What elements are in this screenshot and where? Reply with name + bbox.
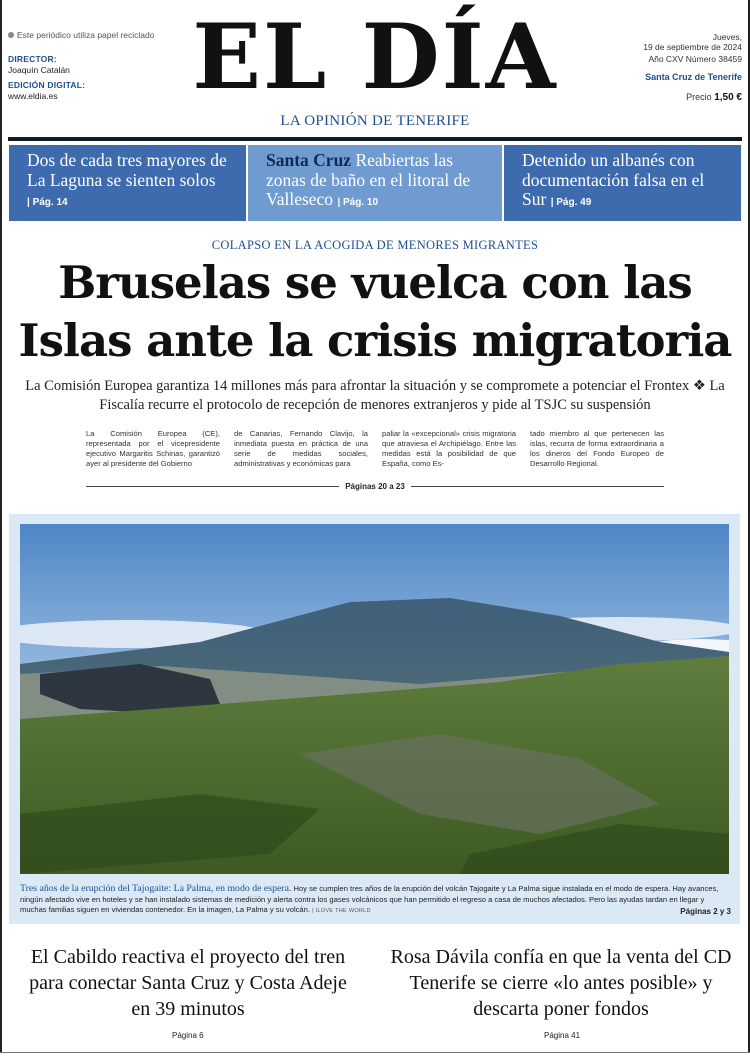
digital-label: EDICIÓN DIGITAL: xyxy=(8,80,86,90)
teaser-text: Detenido un albanés con documentación falsa en el Sur xyxy=(522,150,705,209)
recycle-note-text: Este periódico utiliza papel reciclado xyxy=(17,30,155,40)
bottom-rule xyxy=(0,1052,750,1059)
teaser-text: Reabiertas las zonas de baño en el litoral de Valleseco xyxy=(266,150,471,209)
divider-line xyxy=(411,486,664,487)
director-name: Joaquín Catalán xyxy=(8,64,70,75)
caption-title: Tres años de la erupción del Tajogaite: La Palma, en modo de espera. xyxy=(20,883,292,894)
issue-number: Año CXV Número 38459 xyxy=(648,54,742,64)
photo-block xyxy=(9,514,740,924)
teaser-page-number: Pág. 49 xyxy=(556,197,592,208)
body-column: tado miembro al que pertenecen las islas, recurra de forma extraordinaria a los dineros del Fondo Europeo de Desarrollo Regional. xyxy=(530,429,664,468)
teaser-section: Santa Cruz xyxy=(266,150,352,170)
teaser-3[interactable] xyxy=(504,145,741,221)
issue-day: Jueves, xyxy=(712,32,742,42)
teaser-2[interactable] xyxy=(248,145,502,221)
divider-line xyxy=(86,486,339,487)
teaser-page: | Pág. 10 xyxy=(337,197,379,208)
photo-pages: Páginas 2 y 3 xyxy=(674,907,731,918)
body-column: La Comisión Europea (CE), representada por el vicepresidente ejecutivo Margaritis Schinas, garantizó ayer al presidente del Gobierno xyxy=(86,429,220,468)
website-link[interactable]: www.eldia.es xyxy=(8,90,58,101)
price-label: Precio xyxy=(686,92,712,102)
price-value: 1,50 € xyxy=(714,92,742,103)
photo-credit: | ILOVE THE WORLD xyxy=(312,908,371,914)
teaser-page-number: Pág. 10 xyxy=(343,197,379,208)
bottom-story-1-page: Página 6 xyxy=(172,1031,204,1040)
teaser-page: | Pág. 49 xyxy=(550,197,592,208)
main-body-columns xyxy=(86,429,664,469)
bottom-story-2-headline[interactable]: Rosa Dávila confía en que la venta del CD Tenerife se cierre «lo antes posible» y descarta poner fondos xyxy=(390,946,732,1020)
issue-city: Santa Cruz de Tenerife xyxy=(645,72,742,82)
main-headline[interactable]: Bruselas se vuelca con las Islas ante la crisis migratoria xyxy=(18,256,732,367)
main-pages: Páginas 20 a 23 xyxy=(345,482,405,491)
body-column: de Canarias, Fernando Clavijo, la inmediata puesta en práctica de una serie de medidas sociales, administrativas y económicas para xyxy=(234,429,368,468)
masthead-rule xyxy=(8,137,742,141)
newspaper-subtitle: LA OPINIÓN DE TENERIFE xyxy=(280,113,470,129)
issue-date: 19 de septiembre de 2024 xyxy=(643,42,742,52)
teaser-1[interactable] xyxy=(9,145,246,221)
main-kicker: COLAPSO EN LA ACOGIDA DE MENORES MIGRANTES xyxy=(211,238,539,252)
director-label: DIRECTOR: xyxy=(8,54,57,64)
main-deck: La Comisión Europea garantiza 14 millones más para afrontar la situación y se compromete a potenciar el Frontex ❖ La Fiscalía recurre el protocolo de recepción de menores extranjeros y pide al TSJC su suspensión xyxy=(25,378,725,413)
newspaper-logo: EL DÍA xyxy=(192,4,558,110)
teaser-page-number: Pág. 14 xyxy=(32,197,68,208)
photo-illustration xyxy=(20,524,729,874)
bottom-story-2-page: Página 41 xyxy=(544,1031,581,1040)
teaser-text: Dos de cada tres mayores de La Laguna se sienten solos xyxy=(27,150,227,190)
teaser-page: | Pág. 14 xyxy=(27,197,68,208)
volcano-landscape-photo[interactable] xyxy=(20,524,729,874)
main-pages-ref xyxy=(86,482,664,491)
caption-text: Hoy se cumplen tres años de la erupción del volcán Tajogaite y La Palma sigue instalada en el modo de espera. Hay avances, ningún afectado vive en hoteles y se han instalado sistemas de medición y alerta contra los gases volcánicos que han permitido el regreso a casa de muchos afectados. Pero las ayudas tardan en llegar y muchas familias siguen en viviendas contenedor. En la imagen, La Palma y su volcán. xyxy=(20,884,719,914)
photo-caption xyxy=(20,884,731,917)
body-column: paliar la «excepcional» crisis migratoria que atraviesa el Archipiélago. Entre las medidas está la posibilidad de que España, como Es- xyxy=(382,429,516,468)
issue-price xyxy=(686,92,742,105)
bottom-story-1-headline[interactable]: El Cabildo reactiva el proyecto del tren para conectar Santa Cruz y Costa Adeje en 39 minutos xyxy=(29,946,347,1020)
